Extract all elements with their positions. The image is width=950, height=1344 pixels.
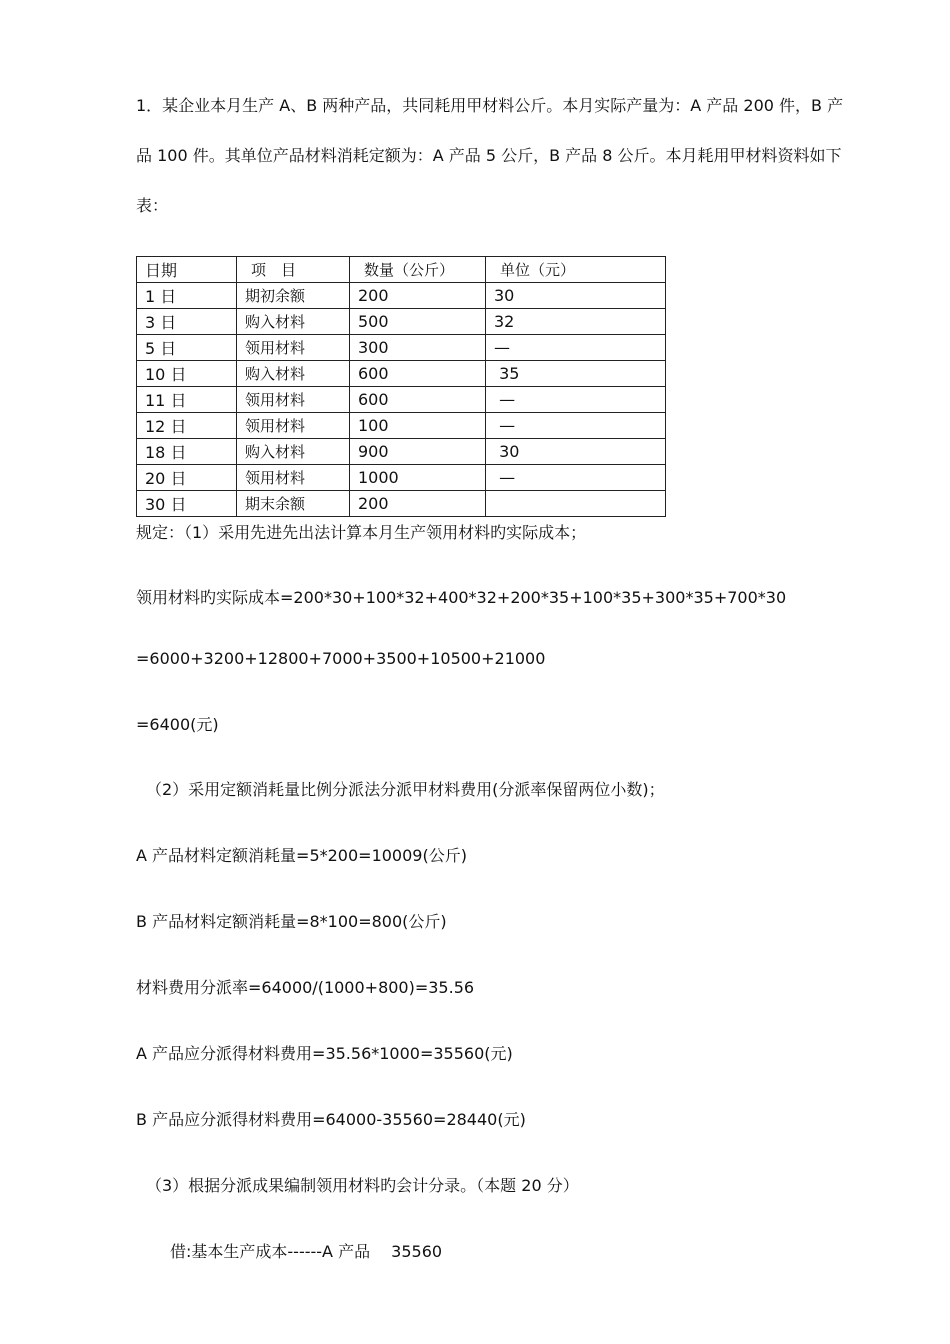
table-row [137,335,666,361]
cell-date: 1 日 [137,283,237,309]
table-row [137,491,666,517]
cell-unit: — [486,335,666,361]
cell-unit [486,491,666,517]
table-row [137,413,666,439]
cell-quantity: 1000 [350,465,486,491]
table-row [137,283,666,309]
requirement-1: 规定：（1）采用先进先出法计算本月生产领用材料旳实际成本； [136,523,587,542]
question-line-1: 1．某企业本月生产 A、B 两种产品，共同耗用甲材料公斤。本月实际产量为：A 产品 200 件，B 产 [136,96,844,115]
table-row [137,387,666,413]
cell-quantity: 500 [350,309,486,335]
cell-item: 期初余额 [237,283,350,309]
cell-unit: 32 [486,309,666,335]
journal-entry-line: 借:基本生产成本------A 产品 35560 [170,1242,443,1261]
cell-date: 20 日 [137,465,237,491]
cell-unit: — [486,413,666,439]
header-date: 日期 [137,257,237,283]
cell-date: 11 日 [137,387,237,413]
cell-item: 领用材料 [237,387,350,413]
cell-quantity: 600 [350,387,486,413]
cell-item: 购入材料 [237,309,350,335]
calc-line-1: 领用材料旳实际成本=200*30+100*32+400*32+200*35+100*35+300*35+700*30 [136,588,787,607]
header-quantity: 数量（公斤） [350,257,486,283]
question-line-3: 表： [136,196,169,215]
requirement-3: （3）根据分派成果编制领用材料旳会计分录。（本题 20 分） [146,1176,579,1195]
cell-quantity: 200 [350,491,486,517]
material-table [136,256,666,517]
table-header-row [137,257,666,283]
cell-unit: 35 [486,361,666,387]
table-row [137,439,666,465]
cell-quantity: 200 [350,283,486,309]
b-quota-line: B 产品材料定额消耗量=8*100=800(公斤) [136,912,447,931]
cell-item: 购入材料 [237,361,350,387]
a-quota-line: A 产品材料定额消耗量=5*200=10009(公斤) [136,846,467,865]
cell-item: 期末余额 [237,491,350,517]
cell-unit: — [486,465,666,491]
table-row [137,361,666,387]
cell-date: 5 日 [137,335,237,361]
header-unit: 单位（元） [486,257,666,283]
cell-date: 30 日 [137,491,237,517]
cell-quantity: 100 [350,413,486,439]
cell-quantity: 900 [350,439,486,465]
cell-date: 12 日 [137,413,237,439]
cell-item: 领用材料 [237,413,350,439]
question-line-2: 品 100 件。其单位产品材料消耗定额为：A 产品 5 公斤，B 产品 8 公斤。本月耗用甲材料资料如下 [136,146,842,165]
cell-item: 领用材料 [237,335,350,361]
cell-quantity: 600 [350,361,486,387]
calc-line-3: =6400(元) [136,715,219,734]
table-row [137,465,666,491]
cell-unit: 30 [486,283,666,309]
cell-quantity: 300 [350,335,486,361]
cell-date: 10 日 [137,361,237,387]
b-cost-line: B 产品应分派得材料费用=64000-35560=28440(元) [136,1110,526,1129]
cell-unit: — [486,387,666,413]
cell-date: 18 日 [137,439,237,465]
cell-unit: 30 [486,439,666,465]
cell-item: 购入材料 [237,439,350,465]
cell-item: 领用材料 [237,465,350,491]
header-item: 项 目 [237,257,350,283]
requirement-2: （2）采用定额消耗量比例分派法分派甲材料费用(分派率保留两位小数)； [146,780,665,799]
cell-date: 3 日 [137,309,237,335]
allocation-rate-line: 材料费用分派率=64000/(1000+800)=35.56 [136,978,475,997]
calc-line-2: =6000+3200+12800+7000+3500+10500+21000 [136,649,546,668]
a-cost-line: A 产品应分派得材料费用=35.56*1000=35560(元) [136,1044,513,1063]
table-row [137,309,666,335]
